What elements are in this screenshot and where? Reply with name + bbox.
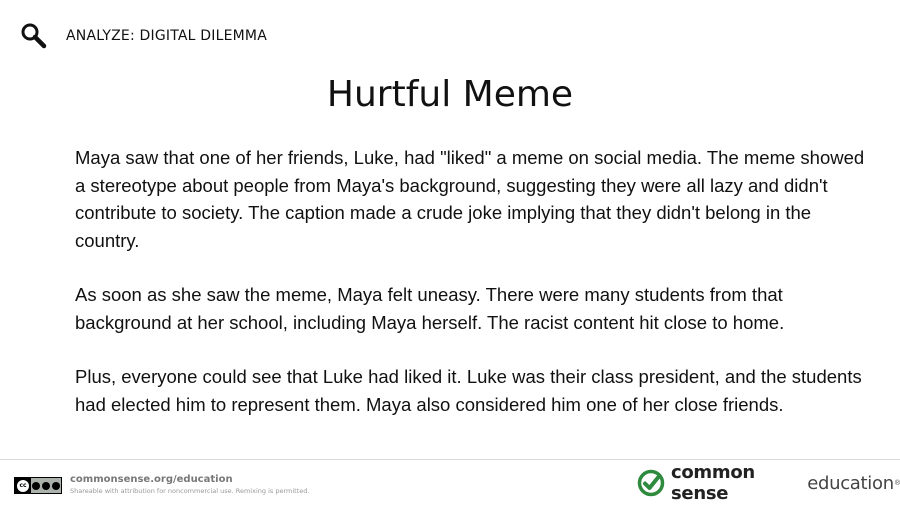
brand-logo[interactable] [637,462,900,504]
checkmark-circle-icon [637,469,665,497]
footer-url[interactable]: commonsense.org/education [70,474,233,485]
header [20,22,267,50]
nc-icon [42,482,50,490]
section-label: ANALYZE: DIGITAL DILEMMA [66,28,267,44]
paragraph-3: Plus, everyone could see that Luke had liked it. Luke was their class president, and the students had elected him to represent them. Maya also considered him one of her close friends. [75,366,862,415]
brand-name: common sense [671,462,755,504]
story-body [75,144,865,445]
paragraph-1: Maya saw that one of her friends, Luke, had "liked" a meme on social media. The meme showed a stereotype about people from Maya's background, suggesting they were all lazy and didn't contribute to society. The caption made a crude joke implying that they didn't belong in the country. [75,147,865,251]
page-title: Hurtful Meme [326,74,574,115]
sa-icon [52,482,60,490]
registered-mark: ® [894,479,900,487]
magnifying-glass-icon [20,22,48,50]
license-note: Shareable with attribution for noncommercial use. Remixing is permitted. [70,487,310,495]
brand-suffix: education [807,472,894,494]
footer [0,459,900,506]
creative-commons-license-icon[interactable]: cc [14,477,62,494]
paragraph-2: As soon as she saw the meme, Maya felt uneasy. There were many students from that background at her school, including Maya herself. The racist content hit close to home. [75,284,785,333]
by-icon [32,482,40,490]
